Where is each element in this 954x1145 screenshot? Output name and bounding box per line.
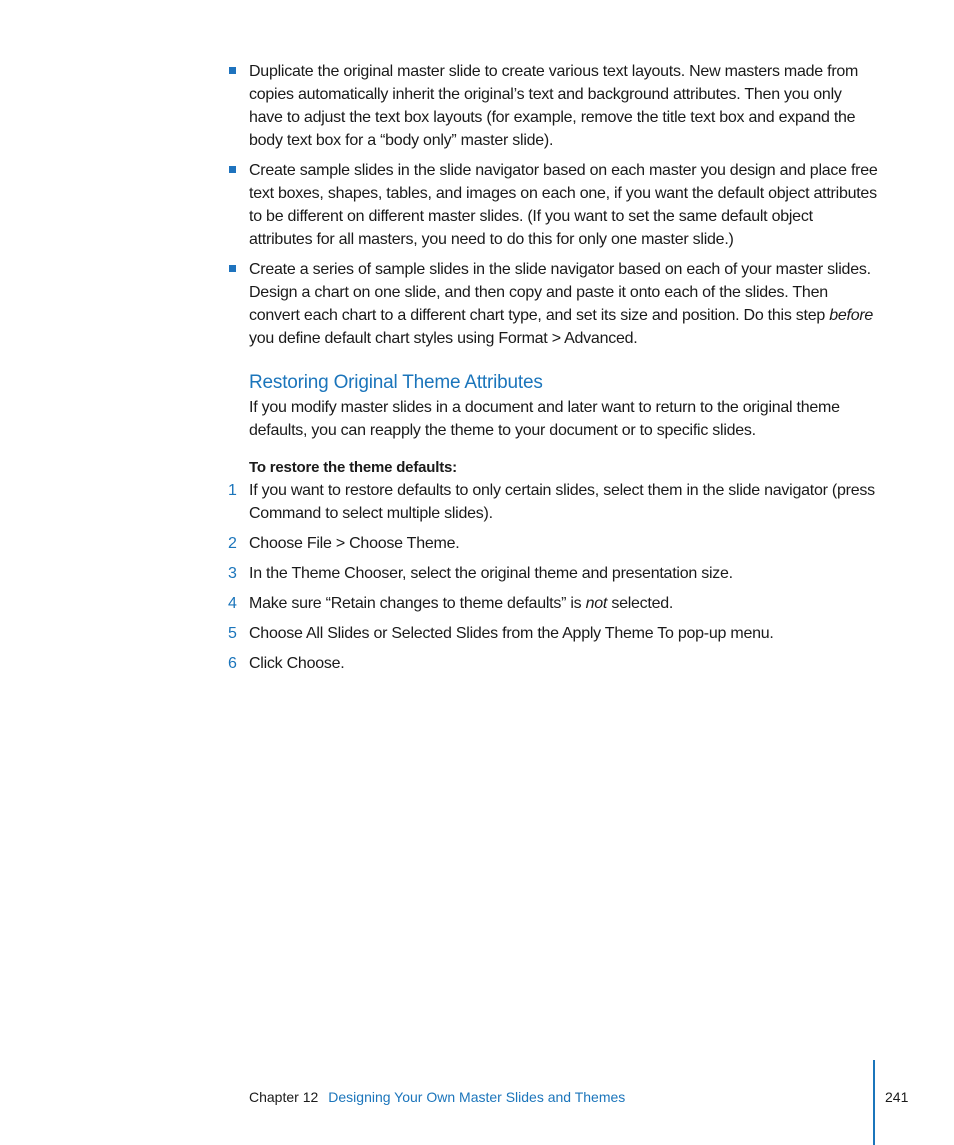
bullet-text: Create a series of sample slides in the slide navigator based on each of your master slides. Design a chart on one slide, and then copy and paste it onto each of the slides. Then convert each chart to a different chart type, and set its size and position. Do this step before you define default chart styles using Format > Advanced. — [249, 261, 874, 347]
step-number: 3 — [228, 565, 237, 582]
step-item — [228, 652, 879, 675]
section-heading: Restoring Original Theme Attributes — [249, 372, 543, 393]
step-item — [228, 622, 879, 645]
page-content — [228, 60, 879, 682]
step-text: Choose All Slides or Selected Slides from the Apply Theme To pop-up menu. — [249, 625, 774, 642]
page-number: 241 — [885, 1089, 909, 1105]
page-footer — [249, 1087, 625, 1107]
bullet-square-icon — [229, 67, 236, 74]
footer-divider — [873, 1060, 875, 1145]
step-text: Click Choose. — [249, 655, 345, 672]
bullet-item — [249, 60, 879, 152]
step-number: 4 — [228, 595, 237, 612]
step-number: 2 — [228, 535, 237, 552]
step-number: 6 — [228, 655, 237, 672]
footer-chapter: Chapter 12 — [249, 1089, 319, 1105]
footer-chapter-title[interactable]: Designing Your Own Master Slides and Themes — [328, 1089, 626, 1105]
section-intro: If you modify master slides in a document and later want to return to the original theme defaults, you can reapply the theme to your document or to specific slides. — [249, 399, 840, 439]
step-text: Choose File > Choose Theme. — [249, 535, 460, 552]
step-text: Make sure “Retain changes to theme defaults” is not selected. — [249, 595, 674, 612]
step-number: 1 — [228, 482, 237, 499]
bullet-square-icon — [229, 265, 236, 272]
bullet-item — [249, 258, 879, 350]
procedure-title: To restore the theme defaults: — [249, 459, 457, 476]
step-item — [228, 532, 879, 555]
bullet-text: Duplicate the original master slide to create various text layouts. New masters made from copies automatically inherit the original’s text and background attributes. Then you only have to adjust the text box layouts (for example, remove the title text box and expand the body text box for a “body only” master slide). — [249, 63, 859, 149]
bullet-square-icon — [229, 166, 236, 173]
step-item — [228, 592, 879, 615]
step-number: 5 — [228, 625, 237, 642]
step-item — [228, 562, 879, 585]
step-text: In the Theme Chooser, select the original theme and presentation size. — [249, 565, 733, 582]
step-text: If you want to restore defaults to only certain slides, select them in the slide navigator (press Command to select multiple slides). — [249, 482, 875, 522]
bullet-item — [249, 159, 879, 251]
bullet-text: Create sample slides in the slide navigator based on each master you design and place free text boxes, shapes, tables, and images on each one, if you want the default object attributes to be different on different master slides. (If you want to set the same default object attributes for all masters, you need to do this for only one master slide.) — [249, 162, 878, 248]
step-item — [228, 479, 879, 525]
